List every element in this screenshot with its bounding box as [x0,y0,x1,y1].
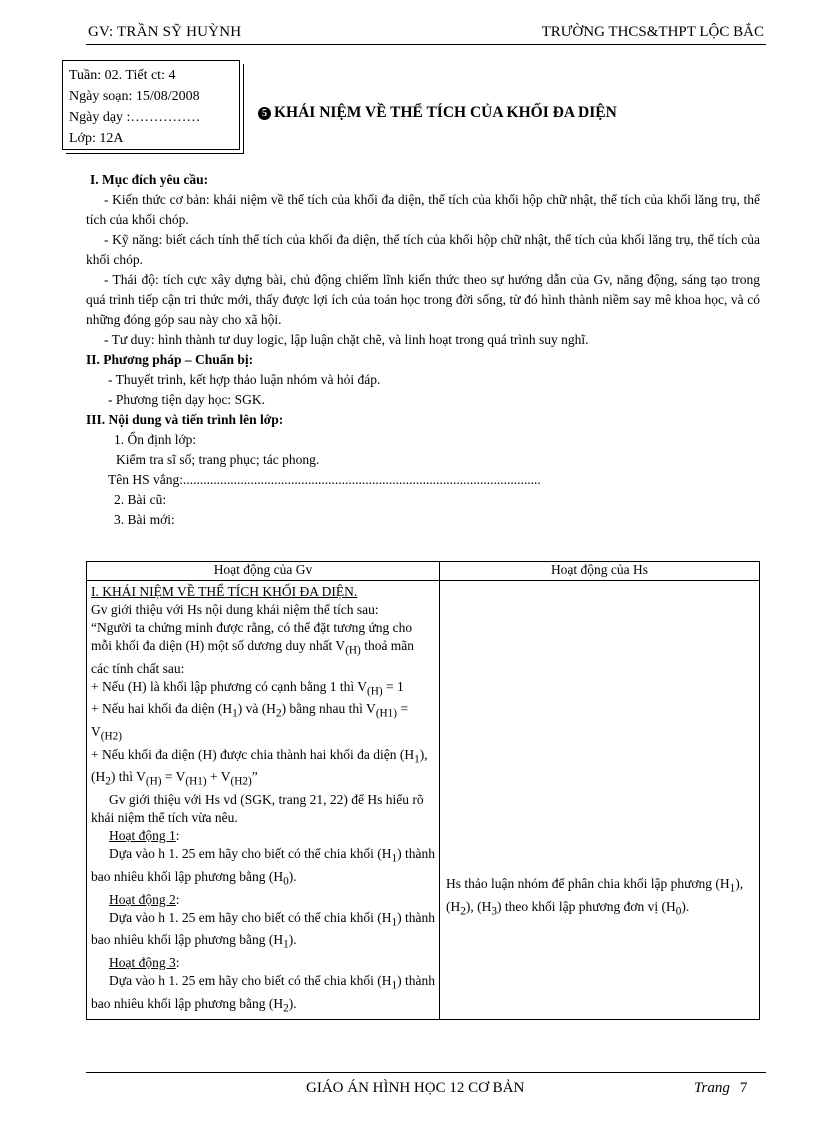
teacher-activity-cell [87,581,440,1020]
footer-title: GIÁO ÁN HÌNH HỌC 12 CƠ BẢN [306,1080,525,1096]
volume-definition: “Người ta chứng minh được rằng, có thể đặt tương ứng cho mỗi khối đa diện (H) một số dương duy nhất $V_{(H)}$ thoả mãn các tính chất sau: [91,620,415,676]
lesson-title [258,104,617,122]
info-week: Tuần: 02. Tiết ct: 4 [69,68,176,83]
teacher-intro: Gv giới thiệu với Hs nội dung khái niệm thể tích sau: [91,602,379,617]
method-item: - Phương tiện dạy học: SGK. [108,392,265,407]
table-header-row [87,562,760,581]
section-heading: III. Nội dung và tiến trình lên lớp: [86,412,284,427]
table-row [87,581,760,1020]
activity-2-label: Hoạt động 2: [109,891,180,907]
header-school: TRƯỜNG THCS&THPT LỘC BẮC [541,24,764,40]
procedure-step-detail: Kiểm tra sĩ số; trang phục; tác phong. [116,452,320,467]
absent-students-line: Tên HS vắng:.......................................................................................................... [108,472,541,487]
objective-attitude: - Thái độ: tích cực xây dựng bài, chủ động chiếm lĩnh kiến thức theo sự hướng dẫn của Gv, năng động, sáng tạo trong quá trình tiếp cận tri thức mới, thấy được lợi ích của toán học trong đời sống, từ đó hình thành niềm say mê khoa học, và có những đóng góp sau này cho xã hội. [86,272,760,327]
property-2: + Nếu hai khối đa diện $(H_1)$ và $(H_2)$ bằng nhau thì $V_{(H1)} = V_{(H2)}$ [91,701,409,743]
activity-heading: I. KHÁI NIỆM VỀ THỂ TÍCH KHỐI ĐA DIỆN. [91,584,358,599]
activity-3-label: Hoạt động 3: [109,954,180,970]
header-divider [86,44,766,45]
teacher-example: Gv giới thiệu với Hs vd (SGK, trang 21, 22) để Hs hiểu rõ khái niệm thể tích vừa nêu. [91,792,424,826]
procedure-step: 2. Bài cũ: [114,492,167,507]
property-3: + Nếu khối đa diện (H) được chia thành hai khối đa diện $(H_1)$, $(H_2)$ thì $V_{(H)} = V_{(H1)} + V_{(H2)}$” [91,746,428,789]
objective-knowledge: - Kiến thức cơ bản: khái niệm về thể tích của khối đa diện, thể tích của khối hộp chữ nhật, thể tích của khối lăng trụ, thể tích của khối chóp. [86,192,760,227]
column-header-student: Hoạt động của Hs [440,562,760,581]
student-activity-text: Hs thảo luận nhóm để phân chia khối lập phương $(H_1)$, $(H_2)$, $(H_3)$ theo khối lập phương đơn vị $(H_0)$. [446,876,744,918]
info-prepared-date: Ngày soạn: 15/08/2008 [69,89,200,104]
header-teacher: GV: TRẦN SỸ HUỲNH [88,24,242,40]
activity-2-text: Dựa vào h 1. 25 em hãy cho biết có thể chia khối $(H_1)$ thành bao nhiêu khối lập phương bằng $(H_1)$. [91,909,435,951]
section-heading: II. Phương pháp – Chuẩn bị: [86,352,254,367]
activity-1-text: Dựa vào h 1. 25 em hãy cho biết có thể chia khối $(H_1)$ thành bao nhiêu khối lập phương bằng $(H_0)$. [91,846,435,888]
section-heading: I. Mục đích yêu cầu: [90,172,209,187]
column-header-teacher: Hoạt động của Gv [87,562,440,581]
section-objectives [86,170,760,530]
method-item: - Thuyết trình, kết hợp thảo luận nhóm và hỏi đáp. [108,372,381,387]
objective-skills: - Kỹ năng: biết cách tính thể tích của khối đa diện, thể tích của khối hộp chữ nhật, thể tích của khối lăng trụ, thể tích của khối chóp. [86,232,760,267]
procedure-step: 3. Bài mới: [114,512,175,527]
footer-divider [86,1072,766,1073]
info-taught-date: Ngày dạy :…………… [69,110,201,125]
info-class: Lớp: 12A [69,131,124,146]
activity-table [86,561,760,1020]
lesson-title-text: KHÁI NIỆM VỀ THỂ TÍCH CỦA KHỐI ĐA DIỆN [274,104,617,121]
procedure-step: 1. Ổn định lớp: [114,432,197,447]
objective-thinking: - Tư duy: hình thành tư duy logic, lập luận chặt chẽ, và linh hoạt trong quá trình suy nghĩ. [104,332,589,347]
student-activity-cell [440,581,760,1020]
page-number: Trang 7 [694,1080,748,1096]
activity-1-label: Hoạt động 1: [109,828,180,844]
activity-3-text: Dựa vào h 1. 25 em hãy cho biết có thể chia khối $(H_1)$ thành bao nhiêu khối lập phương bằng $(H_2)$. [91,972,435,1015]
number-marker-icon: 5 [258,107,271,120]
lesson-info-box [62,60,240,150]
property-1: + Nếu (H) là khối lập phương có cạnh bằng 1 thì $V_{(H)} = 1$ [91,678,404,698]
